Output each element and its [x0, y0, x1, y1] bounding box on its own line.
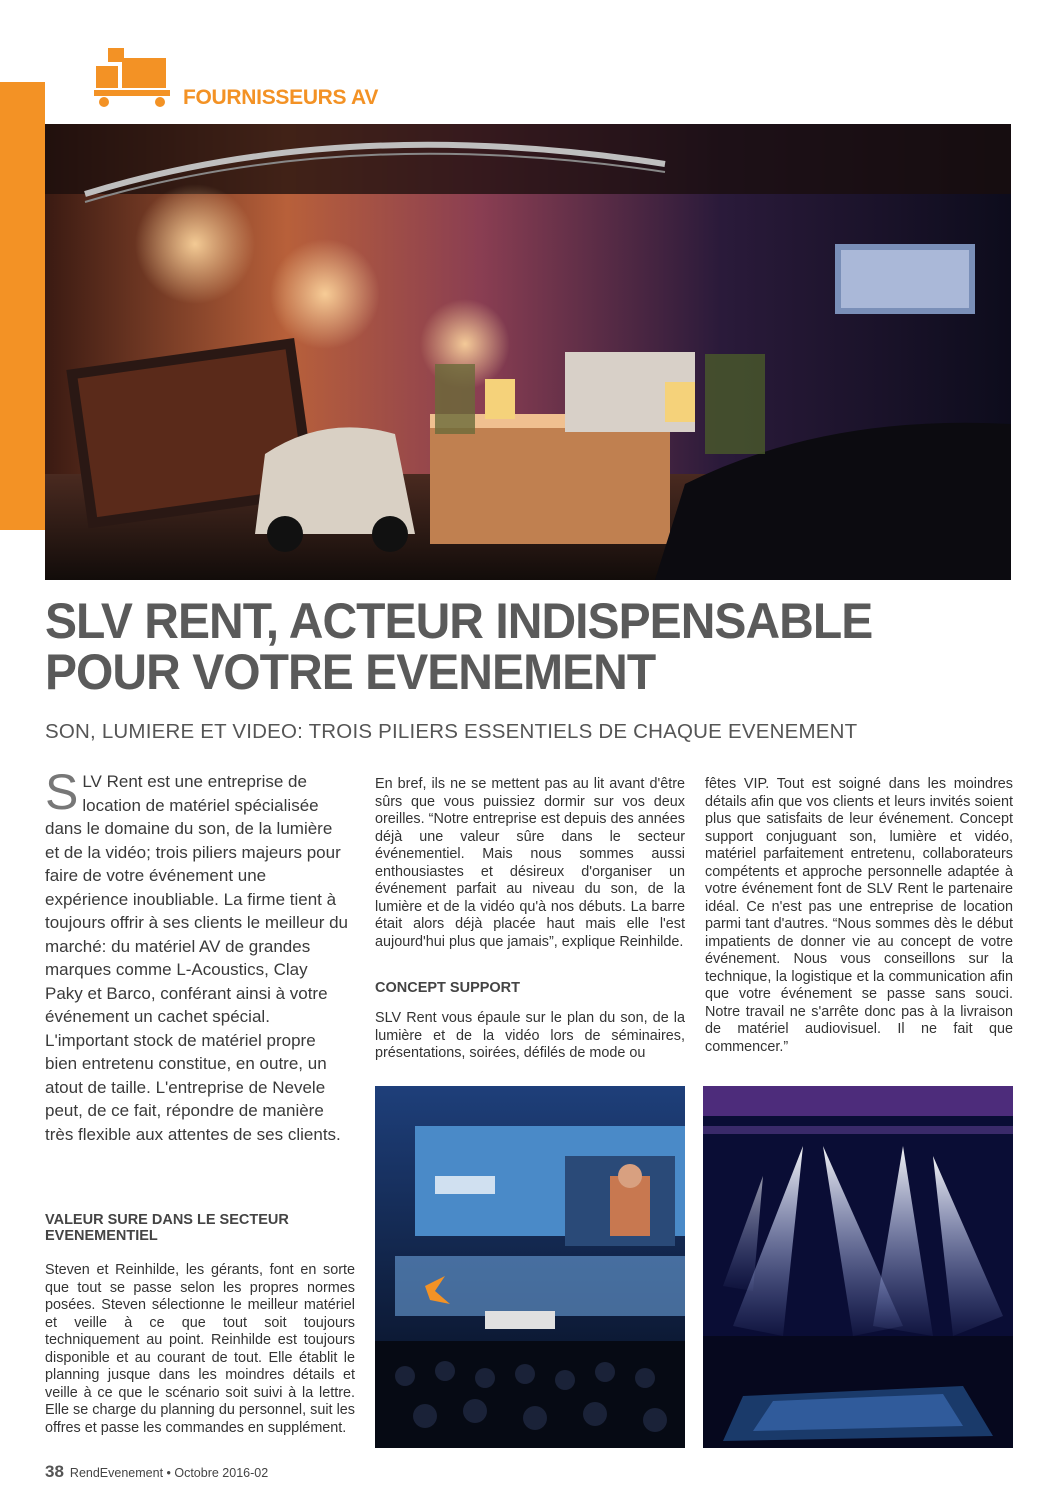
- lead-paragraph: [45, 764, 350, 1146]
- lead-text: LV Rent est une entreprise de location de matériel spécialisée dans le domaine du son, de la lumière et de la vidéo; trois piliers majeurs pour faire de votre événement une expérience inoubliable. La firme tient à toujours offrir à ses clients le meilleur du marché: du matériel AV de grandes marques comme L-Acoustics, Clay Paky et Barco, conférant ainsi à votre événement un cachet spécial. L'important stock de matériel propre bien entretenu constitue, en outre, un atout de taille. L'entreprise de Nevele peut, de ce fait, répondre de manière très flexible aux attentes de ses clients.: [45, 772, 348, 1144]
- page-number: 38: [45, 1462, 64, 1481]
- section1-text: Steven et Reinhilde, les gérants, font en sorte que tout se passe selon les propres normes posées. Steven sélectionne le meilleur matériel et veille à ce que tout soit toujours techniquement au point. Reinhilde est toujours disponible et au courant de tout. Elle établit le planning jusque dans les moindres détails et veille à ce que le scénario soit suivi à la lettre. Elle se charge du planning du personnel, suit les offres et passe les commandes en supplément.: [45, 1262, 355, 1436]
- section1-title: VALEUR SURE DANS LE SECTEUR EVENEMENTIEL: [45, 1212, 289, 1244]
- page-footer: [45, 1462, 268, 1482]
- article-subheadline: SON, LUMIERE ET VIDEO: TROIS PILIERS ESSENTIELS DE CHAQUE EVENEMENT: [45, 720, 858, 743]
- column2-text: En bref, ils ne se mettent pas au lit avant d'être sûrs que vous puissiez dormir sur vos deux oreilles. “Notre entreprise est depuis des années déjà une valeur sûre dans le secteur événementiel. Mais nous sommes aussi enthousiastes et désireux d'organiser un événement parfait au niveau du son, de la lumière et de la vidéo qu'à nos débuts. La barre était alors déjà placée haut mais elle l'est aujourd'hui plus que jamais”, explique Reinhilde.: [375, 776, 685, 950]
- article-headline: SLV RENT, ACTEUR INDISPENSABLE POUR VOTRE EVENEMENT: [45, 593, 873, 700]
- section2-text: SLV Rent vous épaule sur le plan du son, de la lumière et de la vidéo lors de séminaires, présentations, soirées, défilés de mode ou: [375, 1010, 685, 1061]
- drop-cap: S: [45, 764, 79, 820]
- orange-side-bar: [0, 82, 45, 530]
- section2-title: CONCEPT SUPPORT: [375, 980, 521, 996]
- column3-text: fêtes VIP. Tout est soigné dans les moindres détails afin que vos clients et leurs invités soient plus que satisfaits de leur événement. Concept support conjuguant son, lumière et vidéo, matériel parfaitement entretenu, collaborateurs compétents et approche personnelle adaptée à votre événement font de SLV Rent le partenaire idéal. Ce n'est pas une entreprise de location parmi tant d'autres. “Nous sommes dès le début impatients de donner vie au concept de votre événement. Nous vous conseillons sur la technique, la logistique et la communication afin que votre événement se passe sans souci. Notre travail ne s'arrête donc pas à la livraison de matériel audiovisuel. Il ne fait que commencer.”: [705, 776, 1013, 1055]
- stage-lighting-photo: [703, 1086, 1013, 1448]
- cargo-cart-icon: [92, 46, 172, 110]
- hero-event-photo: [45, 124, 1011, 580]
- publication-info: RendEvenement • Octobre 2016-02: [69, 1466, 269, 1480]
- section-title: FOURNISSEURS AV: [183, 86, 379, 109]
- conference-photo: [375, 1086, 685, 1448]
